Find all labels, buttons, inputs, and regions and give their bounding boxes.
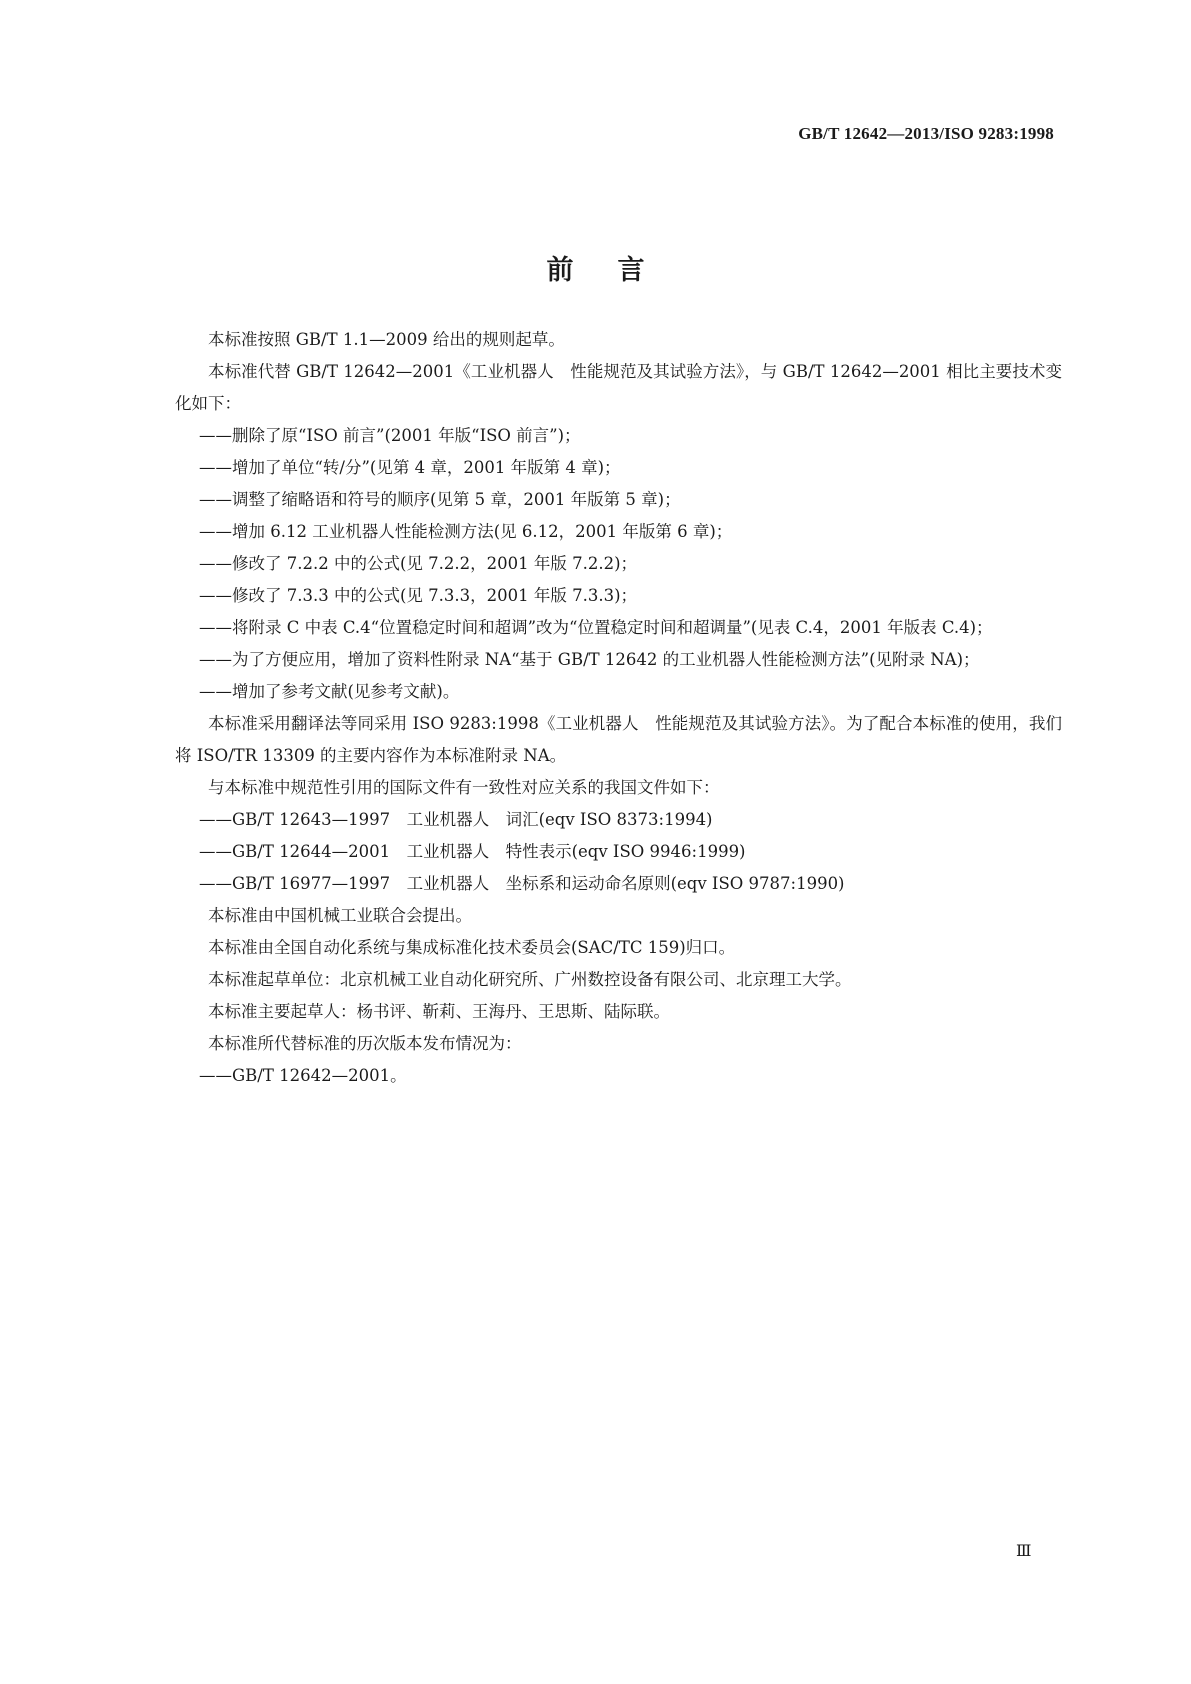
paragraph-drafting-units: 本标准起草单位：北京机械工业自动化研究所、广州数控设备有限公司、北京理工大学。 [208, 970, 852, 989]
change-item: ——为了方便应用，增加了资料性附录 NA“基于 GB/T 12642 的工业机器人性能检测方法”(见附录 NA)； [199, 650, 980, 669]
paragraph-committee: 本标准由全国自动化系统与集成标准化技术委员会(SAC/TC 159)归口。 [208, 938, 736, 957]
paragraph-reference-intro: 与本标准中规范性引用的国际文件有一致性对应关系的我国文件如下： [208, 778, 720, 797]
change-item: ——修改了 7.3.3 中的公式(见 7.3.3，2001 年版 7.3.3)； [199, 586, 638, 605]
standard-number-header: GB/T 12642—2013/ISO 9283:1998 [798, 124, 1054, 143]
paragraph-drafting-rules: 本标准按照 GB/T 1.1—2009 给出的规则起草。 [208, 330, 565, 349]
paragraph-adoption: 本标准采用翻译法等同采用 ISO 9283:1998《工业机器人 性能规范及其试验方法》。为了配合本标准的使用，我们将 ISO/TR 13309 的主要内容作为本标准附录 NA。 [175, 714, 1062, 765]
change-item: ——修改了 7.2.2 中的公式(见 7.2.2，2001 年版 7.2.2)； [199, 554, 638, 573]
foreword-content [175, 324, 1062, 1092]
paragraph-replacement: 本标准代替 GB/T 12642—2001《工业机器人 性能规范及其试验方法》，与 GB/T 12642—2001 相比主要技术变化如下： [175, 362, 1062, 413]
paragraph-history-intro: 本标准所代替标准的历次版本发布情况为： [208, 1034, 522, 1053]
page-number: Ⅲ [1016, 1543, 1032, 1560]
change-item: ——删除了原“ISO 前言”(2001 年版“ISO 前言”)； [199, 426, 581, 445]
change-item: ——将附录 C 中表 C.4“位置稳定时间和超调”改为“位置稳定时间和超调量”(见表 C.4，2001 年版表 C.4)； [199, 618, 993, 637]
paragraph-proposer: 本标准由中国机械工业联合会提出。 [208, 906, 472, 925]
change-item: ——增加 6.12 工业机器人性能检测方法(见 6.12，2001 年版第 6 章)； [199, 522, 733, 541]
reference-item: ——GB/T 12643—1997 工业机器人 词汇(eqv ISO 8373:1994) [199, 810, 713, 829]
history-item: ——GB/T 12642—2001。 [199, 1066, 407, 1085]
change-item: ——增加了单位“转/分”(见第 4 章，2001 年版第 4 章)； [199, 458, 621, 477]
reference-item: ——GB/T 12644—2001 工业机器人 特性表示(eqv ISO 9946:1999) [199, 842, 746, 861]
page-title: 前言 [546, 255, 689, 287]
reference-item: ——GB/T 16977—1997 工业机器人 坐标系和运动命名原则(eqv ISO 9787:1990) [199, 874, 845, 893]
paragraph-drafters: 本标准主要起草人：杨书评、靳莉、王海丹、王思斯、陆际联。 [208, 1002, 670, 1021]
change-item: ——调整了缩略语和符号的顺序(见第 5 章，2001 年版第 5 章)； [199, 490, 681, 509]
change-item: ——增加了参考文献(见参考文献)。 [199, 682, 460, 701]
